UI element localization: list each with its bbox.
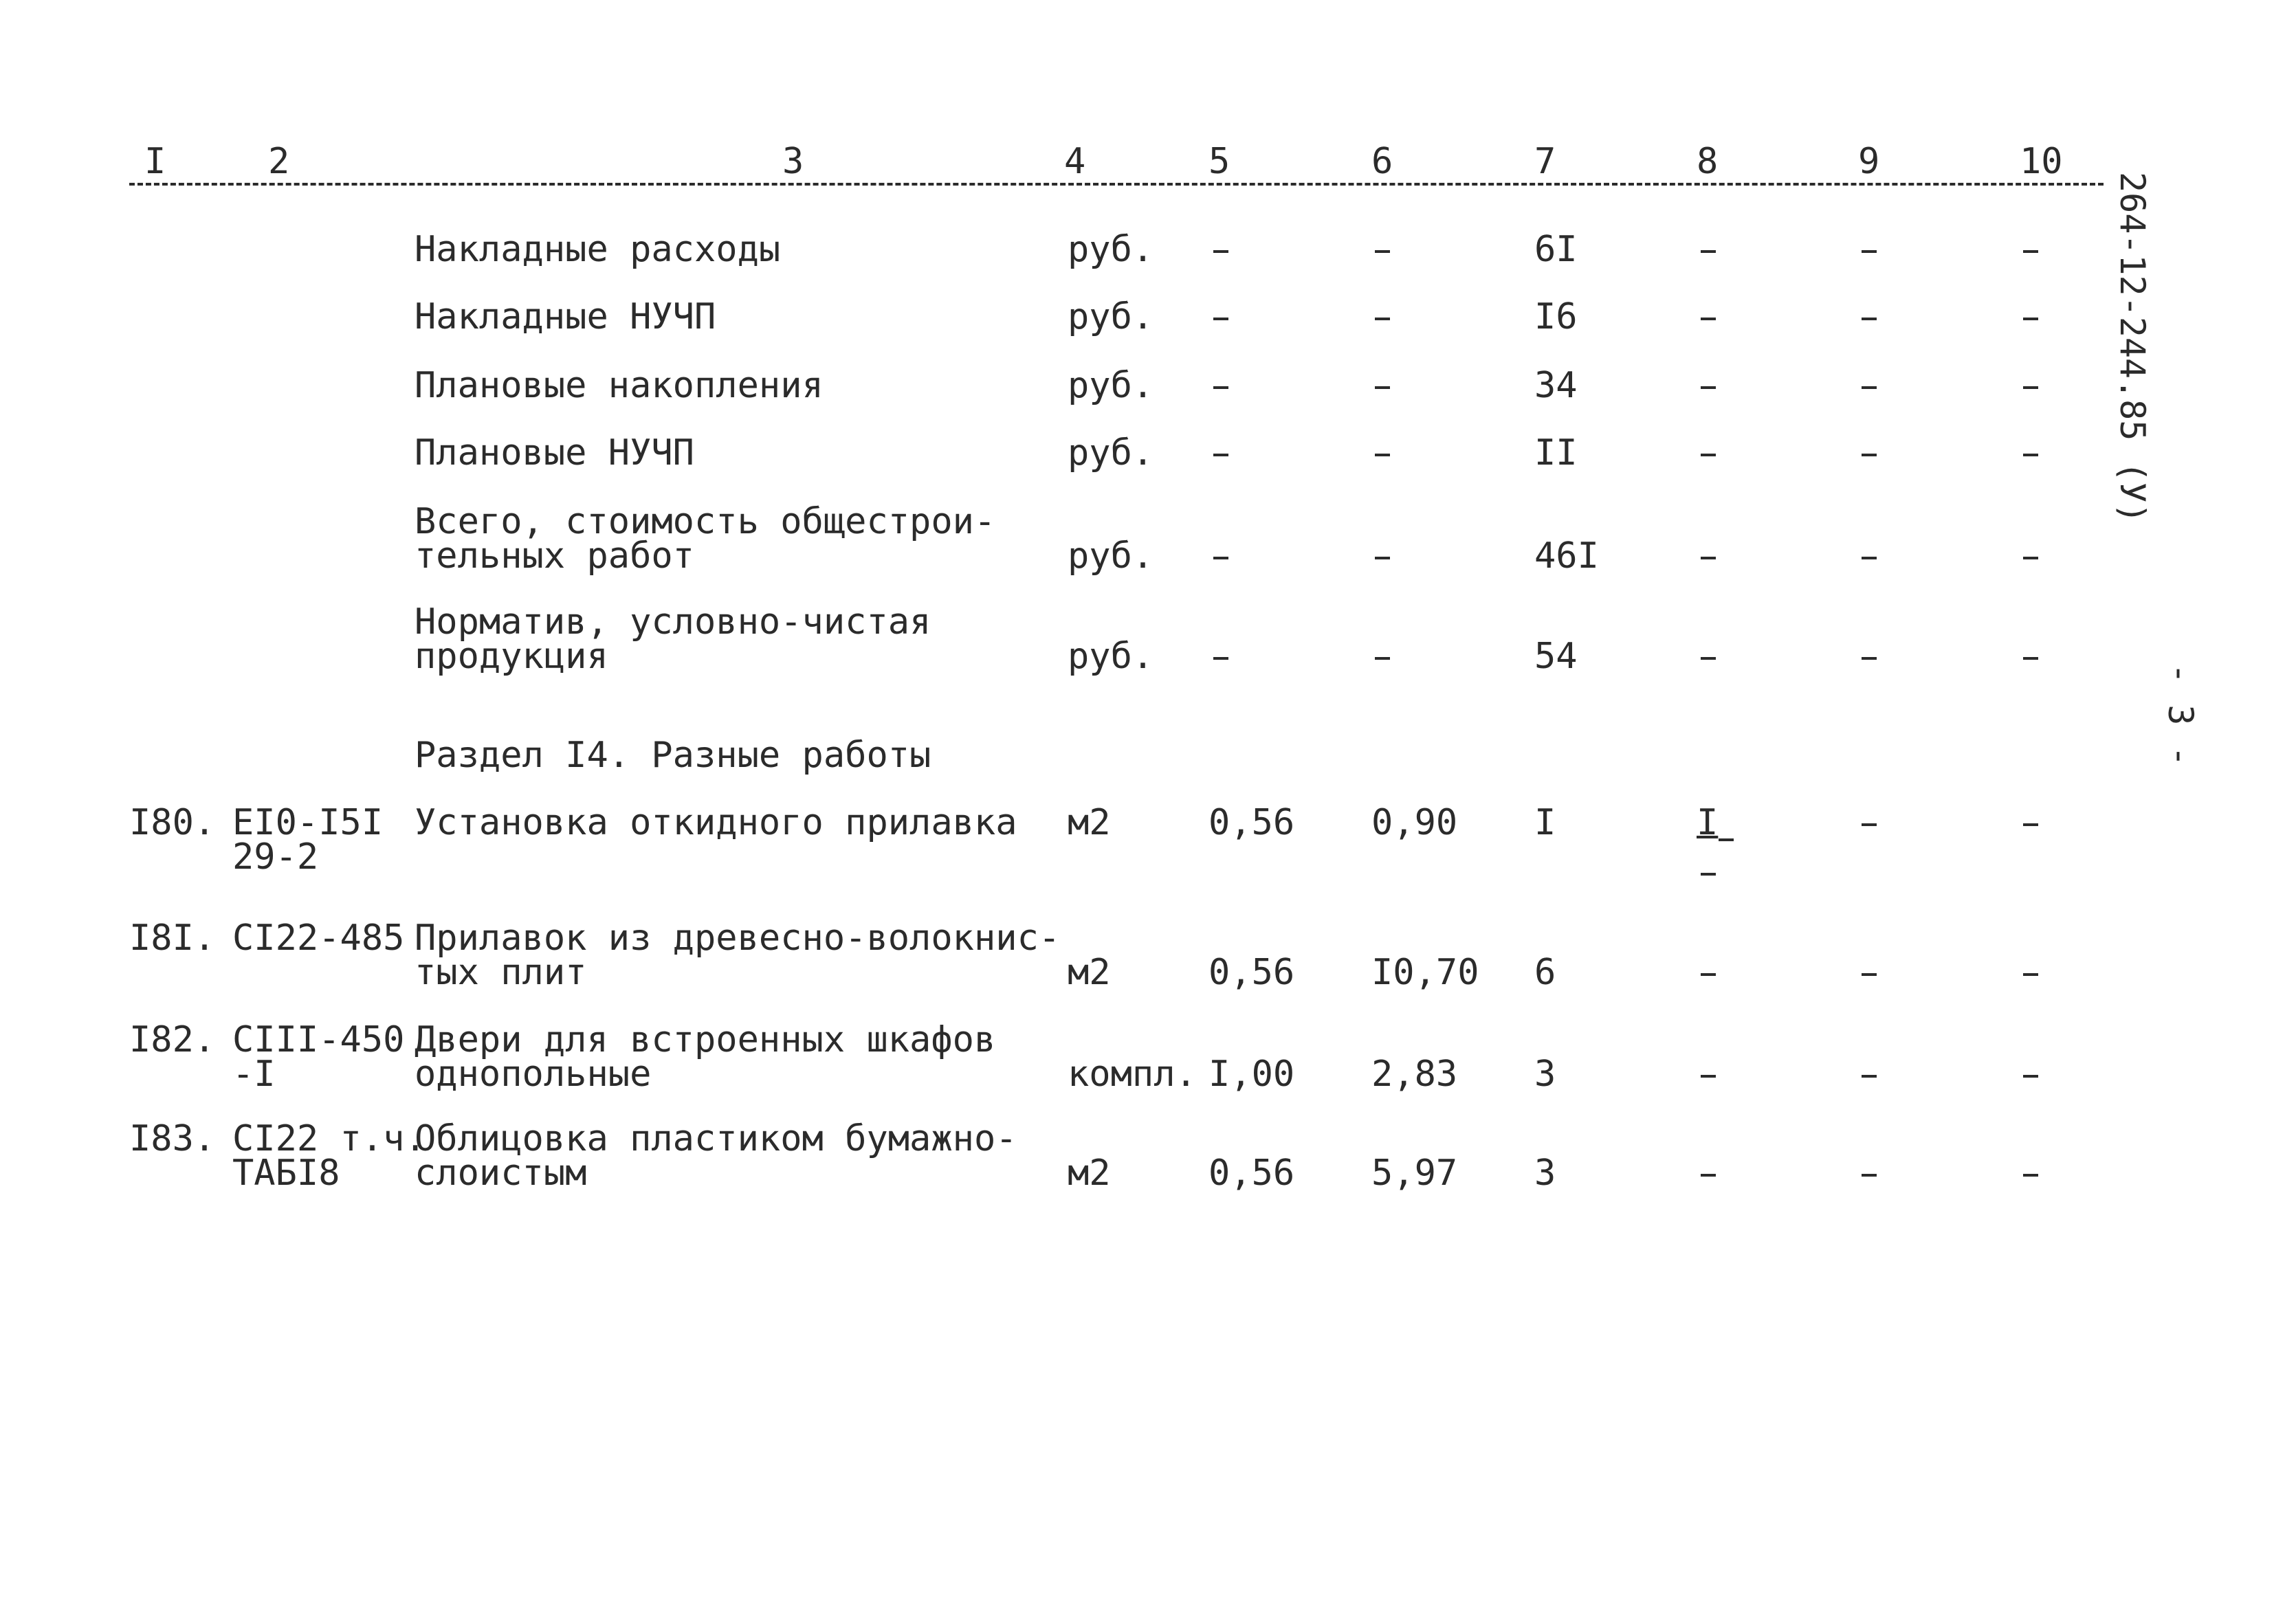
column-header-4: 4 [1064, 141, 1086, 182]
row-unit: м2 [1068, 802, 1111, 843]
row-value-7: 6I [1534, 229, 1578, 270]
row-name-line-1: Всего, стоимость общестрои- [415, 501, 996, 542]
row-code-line-1: CI22 т.ч. [232, 1118, 426, 1159]
row-name: Накладные расходы [415, 229, 781, 270]
cell-9-dash [1862, 1174, 1877, 1177]
header-dashed-rule [129, 183, 2104, 186]
cell-5-dash [1213, 386, 1228, 389]
column-header-1: I [144, 141, 166, 182]
cell-10-dash [2023, 386, 2038, 389]
column-header-2: 2 [268, 141, 290, 182]
page-number: - 3 - [2161, 663, 2200, 767]
row-unit: руб. [1068, 296, 1154, 337]
row-value-7: 6 [1534, 952, 1556, 993]
column-header-3: 3 [782, 141, 804, 182]
cell-5-dash [1213, 557, 1228, 559]
row-code-line-1: CIII-450 [232, 1019, 405, 1060]
row-value-7: 3 [1534, 1054, 1556, 1095]
section-title: Раздел I4. Разные работы [415, 735, 931, 776]
row-name: Плановые НУЧП [415, 432, 694, 474]
cell-8-dash [1701, 1174, 1716, 1177]
row-name-line-2: слоистым [415, 1153, 587, 1194]
row-unit: компл. [1068, 1054, 1197, 1095]
cell-8-dash [1701, 657, 1716, 660]
row-value-6: I0,70 [1371, 952, 1479, 993]
cell-10-dash [2023, 454, 2038, 456]
cell-8-dash [1701, 386, 1716, 389]
row-unit: м2 [1068, 1153, 1111, 1194]
cell-9-dash [1862, 1075, 1877, 1078]
column-header-5: 5 [1208, 141, 1230, 182]
document-code: 264-12-244.85 (У) [2112, 172, 2152, 524]
row-value-7: 3 [1534, 1153, 1556, 1194]
cell-10-dash [2023, 250, 2038, 253]
column-header-7: 7 [1534, 141, 1556, 182]
row-name: Накладные НУЧП [415, 296, 716, 337]
row-value-6: 5,97 [1371, 1153, 1458, 1194]
row-value-7: 46I [1534, 535, 1599, 577]
cell-9-dash [1862, 318, 1877, 320]
row-number: I8I. [129, 917, 216, 959]
row-name-line-1: Норматив, условно-чистая [415, 601, 931, 643]
row-code-line-1: CI22-485 [232, 917, 405, 959]
column-header-10: 10 [2020, 141, 2063, 182]
cell-5-dash [1213, 250, 1228, 253]
row-unit: руб. [1068, 229, 1154, 270]
row-unit: м2 [1068, 952, 1111, 993]
row-name-line-1: Прилавок из древесно-волокнис- [415, 917, 1061, 959]
row-unit: руб. [1068, 432, 1154, 474]
cell-8-dash [1701, 318, 1716, 320]
cell-6-dash [1375, 318, 1390, 320]
row-unit: руб. [1068, 636, 1154, 677]
row-name-line-2: тых плит [415, 952, 587, 993]
row-name-line-2: однопольные [415, 1054, 652, 1095]
cell-8-dash [1701, 250, 1716, 253]
cell-10-dash [2023, 973, 2038, 976]
row-value-7: 54 [1534, 636, 1578, 677]
row-number: I83. [129, 1118, 216, 1159]
row-name-line-1: Облицовка пластиком бумажно- [415, 1118, 1017, 1159]
cell-10-dash [2023, 1075, 2038, 1078]
cell-9-dash [1862, 386, 1877, 389]
row-number: I80. [129, 802, 216, 843]
cell-6-dash [1375, 557, 1390, 559]
row-name: Плановые накопления [415, 365, 824, 406]
cell-8-dash [1701, 557, 1716, 559]
row-name-line-2: продукция [415, 636, 608, 677]
cell-5-dash [1213, 454, 1228, 456]
cell-10-dash [2023, 823, 2038, 826]
cell-10-dash [2023, 657, 2038, 660]
cell-9-dash [1862, 557, 1877, 559]
row-value-7: 34 [1534, 365, 1578, 406]
row-value-6: 2,83 [1371, 1054, 1458, 1095]
cell-10-dash [2023, 318, 2038, 320]
cell-9-dash [1862, 250, 1877, 253]
row-value-5: I,00 [1208, 1054, 1295, 1095]
row-value-7: I6 [1534, 296, 1578, 337]
row-code-line-2: ТАБI8 [232, 1153, 340, 1194]
cell-6-dash [1375, 386, 1390, 389]
row-value-8: I [1697, 802, 1719, 843]
cell-5-dash [1213, 318, 1228, 320]
row-name: Установка откидного прилавка [415, 802, 1017, 843]
cell-8-second-dash [1701, 873, 1716, 876]
cell-5-dash [1213, 657, 1228, 660]
row-name-line-2: тельных работ [415, 535, 694, 577]
cell-8-dash [1701, 973, 1716, 976]
row-value-5: 0,56 [1208, 802, 1295, 843]
cell-10-dash [2023, 557, 2038, 559]
row-unit: руб. [1068, 365, 1154, 406]
cell-8-dash [1701, 1075, 1716, 1078]
cell-9-dash [1862, 823, 1877, 826]
cell-10-dash [2023, 1174, 2038, 1177]
row-unit: руб. [1068, 535, 1154, 577]
cell-6-dash [1375, 657, 1390, 660]
row-code-line-1: EI0-I5I [232, 802, 384, 843]
row-value-7: I [1534, 802, 1556, 843]
cell-8-underline-dash [1719, 838, 1734, 841]
row-code-line-2: -I [232, 1054, 276, 1095]
cell-9-dash [1862, 973, 1877, 976]
row-name-line-1: Двери для встроенных шкафов [415, 1019, 996, 1060]
cell-9-dash [1862, 657, 1877, 660]
cell-8-dash [1701, 454, 1716, 456]
row-number: I82. [129, 1019, 216, 1060]
row-value-5: 0,56 [1208, 952, 1295, 993]
column-header-8: 8 [1697, 141, 1719, 182]
row-value-7: II [1534, 432, 1578, 474]
column-header-6: 6 [1371, 141, 1393, 182]
column-header-9: 9 [1858, 141, 1880, 182]
cell-6-dash [1375, 454, 1390, 456]
row-code-line-2: 29-2 [232, 836, 319, 878]
row-value-6: 0,90 [1371, 802, 1458, 843]
cell-6-dash [1375, 250, 1390, 253]
cell-9-dash [1862, 454, 1877, 456]
row-value-5: 0,56 [1208, 1153, 1295, 1194]
